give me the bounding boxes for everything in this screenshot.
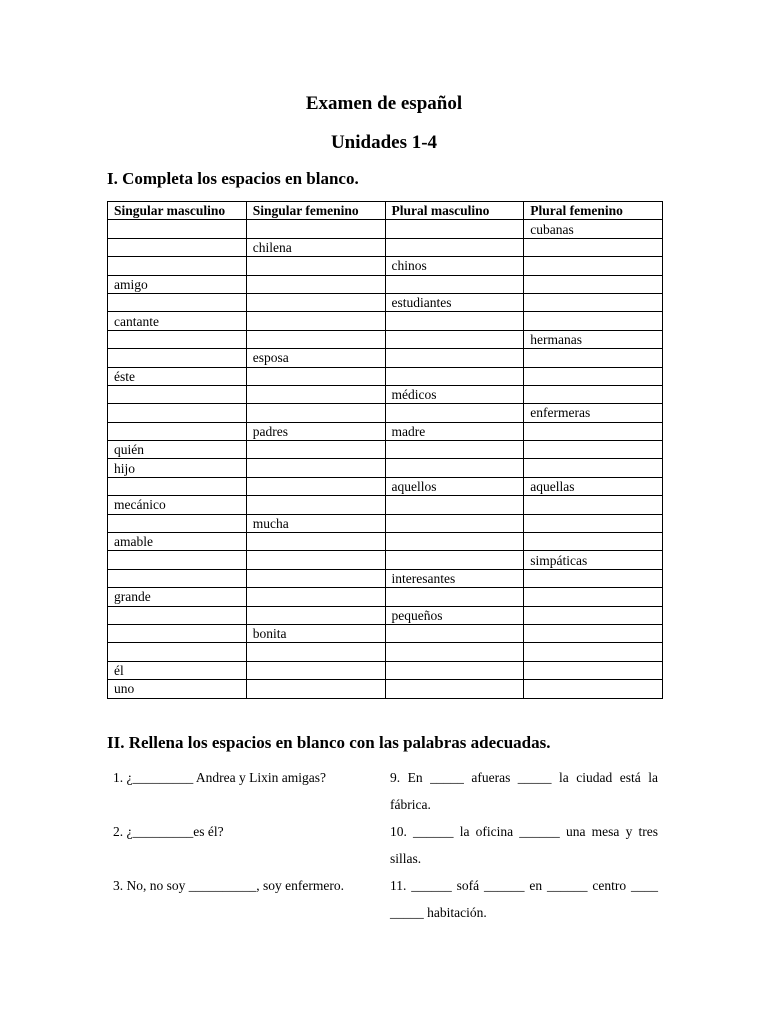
table-cell: cantante (108, 312, 247, 330)
table-cell: pequeños (385, 606, 524, 624)
table-cell (385, 533, 524, 551)
table-cell (385, 312, 524, 330)
table-cell (524, 643, 663, 661)
table-cell: madre (385, 422, 524, 440)
table-cell (108, 349, 247, 367)
table-cell (385, 238, 524, 256)
table-row (108, 257, 663, 275)
table-cell: chinos (385, 257, 524, 275)
table-row (108, 624, 663, 642)
table-cell (246, 257, 385, 275)
table-cell (385, 643, 524, 661)
document-subtitle: Unidades 1-4 (330, 132, 438, 153)
document-title: Examen de español (305, 93, 463, 114)
table-row (108, 367, 663, 385)
table-cell (524, 238, 663, 256)
table-row (108, 220, 663, 238)
table-cell: aquellas (524, 477, 663, 495)
table-cell (385, 220, 524, 238)
table-cell (108, 514, 247, 532)
table-cell: interesantes (385, 569, 524, 587)
table-cell (385, 441, 524, 459)
table-cell: padres (246, 422, 385, 440)
header-plural-masculine: Plural masculino (385, 202, 524, 220)
table-cell (246, 367, 385, 385)
table-cell (246, 496, 385, 514)
table-cell (524, 385, 663, 403)
table-cell (385, 588, 524, 606)
table-row (108, 275, 663, 293)
table-cell: simpáticas (524, 551, 663, 569)
table-cell (524, 588, 663, 606)
table-cell (246, 606, 385, 624)
table-cell (246, 293, 385, 311)
table-cell: grande (108, 588, 247, 606)
table-cell: él (108, 661, 247, 679)
table-cell (108, 238, 247, 256)
table-cell (385, 514, 524, 532)
exercise-row (113, 818, 658, 872)
table-cell (524, 680, 663, 698)
header-plural-feminine: Plural femenino (524, 202, 663, 220)
table-cell (246, 551, 385, 569)
table-cell: mecánico (108, 496, 247, 514)
table-cell (385, 624, 524, 642)
table-cell (524, 661, 663, 679)
table-cell (524, 275, 663, 293)
exercise-row (113, 764, 658, 818)
table-row (108, 569, 663, 587)
table-header-row (108, 202, 663, 220)
table-cell: estudiantes (385, 293, 524, 311)
table-cell (385, 404, 524, 422)
table-row (108, 680, 663, 698)
table-cell (524, 514, 663, 532)
table-body (108, 220, 663, 698)
exercise-item: 9. En _____ afueras _____ la ciudad está la fábrica. (390, 770, 658, 812)
table-cell: mucha (246, 514, 385, 532)
table-cell (246, 385, 385, 403)
table-cell (524, 459, 663, 477)
table-cell (524, 624, 663, 642)
table-cell (246, 588, 385, 606)
exercise-item: 2. ¿_________es él? (113, 824, 224, 839)
table-cell (385, 661, 524, 679)
table-cell (385, 330, 524, 348)
table-cell: enfermeras (524, 404, 663, 422)
table-row (108, 238, 663, 256)
section-2-heading: II. Rellena los espacios en blanco con las palabras adecuadas. (107, 733, 551, 752)
table-cell (385, 680, 524, 698)
table-cell (385, 496, 524, 514)
table-cell (385, 367, 524, 385)
table-cell (246, 275, 385, 293)
table-cell (385, 275, 524, 293)
header-singular-masculine: Singular masculino (108, 202, 247, 220)
table-cell (524, 569, 663, 587)
table-cell: quién (108, 441, 247, 459)
exercise-item: 10. ______ la oficina ______ una mesa y tres sillas. (390, 824, 658, 866)
table-row (108, 514, 663, 532)
table-cell (385, 459, 524, 477)
table-cell (108, 404, 247, 422)
table-row (108, 441, 663, 459)
table-cell (524, 533, 663, 551)
table-cell (524, 606, 663, 624)
table-cell: éste (108, 367, 247, 385)
table-row (108, 551, 663, 569)
table-row (108, 477, 663, 495)
table-cell (246, 569, 385, 587)
table-cell: amigo (108, 275, 247, 293)
table-cell (108, 257, 247, 275)
table-row (108, 349, 663, 367)
table-row (108, 606, 663, 624)
table-row (108, 496, 663, 514)
table-cell (524, 257, 663, 275)
table-cell: hermanas (524, 330, 663, 348)
section-1-heading: I. Completa los espacios en blanco. (107, 169, 359, 188)
table-cell (246, 661, 385, 679)
table-cell (385, 349, 524, 367)
table-cell (246, 680, 385, 698)
table-cell: bonita (246, 624, 385, 642)
table-cell (108, 551, 247, 569)
table-cell (524, 293, 663, 311)
fill-in-exercises (113, 764, 658, 926)
table-cell (524, 312, 663, 330)
table-cell (246, 643, 385, 661)
exercise-item: 11. ______ sofá ______ en ______ centro ____ _____ habitación. (390, 878, 658, 920)
table-row (108, 293, 663, 311)
table-cell (108, 643, 247, 661)
table-row (108, 330, 663, 348)
table-cell (524, 496, 663, 514)
table-cell (246, 459, 385, 477)
table-cell (246, 533, 385, 551)
table-cell (108, 220, 247, 238)
table-cell (108, 606, 247, 624)
table-cell (108, 293, 247, 311)
table-cell: esposa (246, 349, 385, 367)
table-cell: aquellos (385, 477, 524, 495)
table-cell (246, 404, 385, 422)
table-cell (524, 441, 663, 459)
table-row (108, 661, 663, 679)
table-cell (246, 312, 385, 330)
table-cell: médicos (385, 385, 524, 403)
table-row (108, 312, 663, 330)
table-cell (524, 422, 663, 440)
exercise-item: 3. No, no soy __________, soy enfermero. (113, 878, 344, 893)
table-row (108, 404, 663, 422)
table-cell (246, 220, 385, 238)
table-cell (108, 330, 247, 348)
table-row (108, 385, 663, 403)
table-row (108, 422, 663, 440)
table-cell (246, 441, 385, 459)
table-cell (108, 569, 247, 587)
table-cell: uno (108, 680, 247, 698)
table-row (108, 459, 663, 477)
table-cell: cubanas (524, 220, 663, 238)
exercise-row (113, 872, 658, 926)
header-singular-feminine: Singular femenino (246, 202, 385, 220)
table-cell (524, 349, 663, 367)
gender-number-table (107, 201, 663, 699)
table-row (108, 588, 663, 606)
table-cell: hijo (108, 459, 247, 477)
table-cell: chilena (246, 238, 385, 256)
table-cell (524, 367, 663, 385)
table-cell (246, 477, 385, 495)
table-cell (108, 422, 247, 440)
table-cell: amable (108, 533, 247, 551)
table-cell (385, 551, 524, 569)
table-row (108, 643, 663, 661)
table-cell (246, 330, 385, 348)
exercise-item: 1. ¿_________ Andrea y Lixin amigas? (113, 770, 326, 785)
table-cell (108, 477, 247, 495)
table-row (108, 533, 663, 551)
table-cell (108, 385, 247, 403)
table-cell (108, 624, 247, 642)
